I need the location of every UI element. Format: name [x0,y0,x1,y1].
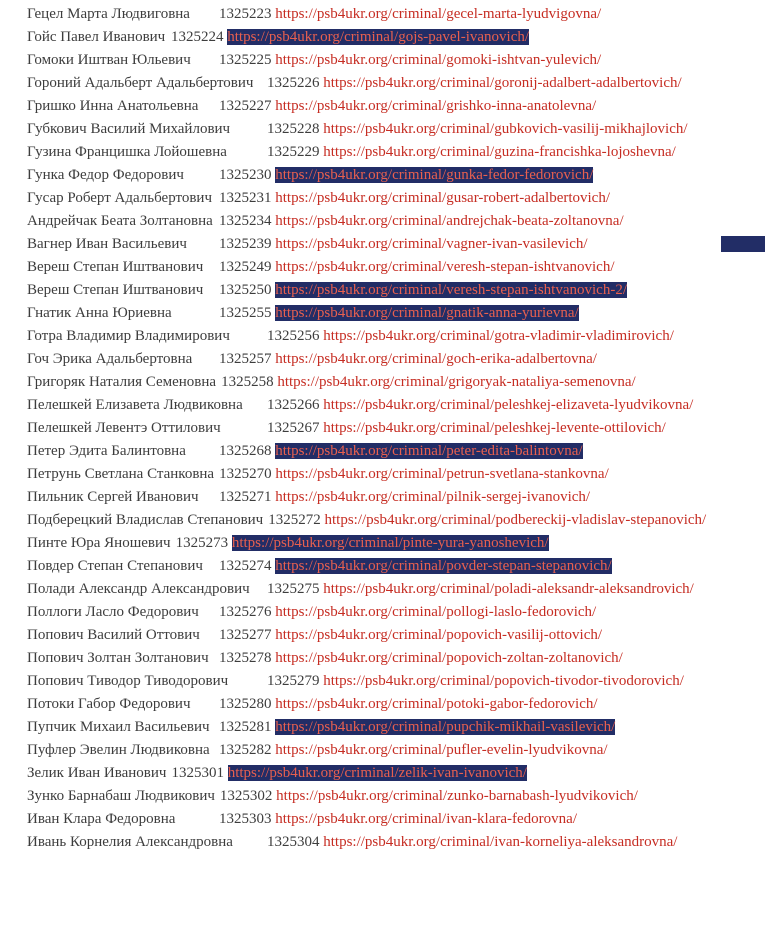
record-row [27,647,740,670]
tab-gap [199,500,219,501]
person-name: Андрейчак Беата Золтановна [27,213,213,229]
record-row [27,3,740,26]
record-url-link[interactable]: https://psb4ukr.org/criminal/poladi-aleksandr-aleksandrovich/ [323,581,694,597]
person-name: Готра Владимир Владимирович [27,328,230,344]
record-url-link[interactable]: https://psb4ukr.org/criminal/pufler-evelin-lyudvikovna/ [275,742,608,758]
person-name: Зелик Иван Иванович [27,765,167,781]
record-row [27,808,740,831]
record-url-link[interactable]: https://psb4ukr.org/criminal/petrun-svetlana-stankovna/ [275,466,609,482]
record-row [27,486,740,509]
record-url-link[interactable]: https://psb4ukr.org/criminal/andrejchak-beata-zoltanovna/ [275,213,624,229]
record-id: 1325249 [219,259,272,275]
record-id: 1325227 [219,98,272,114]
record-url-link[interactable]: https://psb4ukr.org/criminal/goronij-adalbert-adalbertovich/ [323,75,682,91]
record-id: 1325258 [221,374,274,390]
record-id: 1325268 [219,443,272,459]
person-name: Пелешкей Левентэ Оттилович [27,420,221,436]
record-url-link[interactable]: https://psb4ukr.org/criminal/peter-edita-balintovna/ [275,443,583,459]
record-id: 1325274 [219,558,272,574]
record-row [27,256,740,279]
person-name: Вагнер Иван Васильевич [27,236,187,252]
person-name: Пильник Сергей Иванович [27,489,199,505]
record-url-link[interactable]: https://psb4ukr.org/criminal/grigoryak-nataliya-semenovna/ [277,374,636,390]
record-url-link[interactable]: https://psb4ukr.org/criminal/povder-stepan-stepanovich/ [275,558,612,574]
tab-gap [243,408,267,409]
person-name: Петрунь Светлана Станковна [27,466,215,482]
record-url-link[interactable]: https://psb4ukr.org/criminal/peleshkej-elizaveta-lyudvikovna/ [323,397,694,413]
person-name: Гузина Францишка Лойошевна [27,144,227,160]
record-url-link[interactable]: https://psb4ukr.org/criminal/zunko-barnabash-lyudvikovich/ [276,788,638,804]
record-row [27,739,740,762]
tab-gap [175,822,219,823]
person-name: Гусар Роберт Адальбертович [27,190,213,206]
record-url-link[interactable]: https://psb4ukr.org/criminal/ivan-korneliya-aleksandrovna/ [323,834,678,850]
record-id: 1325266 [267,397,320,413]
tab-gap [172,316,219,317]
tab-gap [250,592,267,593]
record-row [27,95,740,118]
record-row [27,49,740,72]
tab-gap [186,454,219,455]
person-name: Зунко Барнабаш Людвикович [27,788,215,804]
record-id: 1325271 [219,489,272,505]
person-name: Полади Александр Александрович [27,581,250,597]
record-row [27,72,740,95]
record-row [27,624,740,647]
record-url-link[interactable]: https://psb4ukr.org/criminal/grishko-inna-anatolevna/ [275,98,597,114]
record-id: 1325270 [219,466,272,482]
record-row [27,716,740,739]
tab-gap [233,845,267,846]
tab-gap [212,201,219,202]
record-row [27,279,740,302]
record-url-link[interactable]: https://psb4ukr.org/criminal/pilnik-sergej-ivanovich/ [275,489,591,505]
record-row [27,578,740,601]
tab-gap [191,63,219,64]
record-row [27,210,740,233]
tab-gap [187,247,219,248]
record-url-link[interactable]: https://psb4ukr.org/criminal/pinte-yura-yanoshevich/ [231,535,549,551]
person-name: Гнатик Анна Юриевна [27,305,172,321]
record-row [27,440,740,463]
person-name: Гойс Павел Иванович [27,29,166,45]
record-url-link[interactable]: https://psb4ukr.org/criminal/pollogi-laslo-fedorovich/ [275,604,597,620]
record-id: 1325228 [267,121,320,137]
record-url-link[interactable]: https://psb4ukr.org/criminal/gotra-vladimir-vladimirovich/ [323,328,674,344]
person-name: Подберецкий Владислав Степанович [27,512,264,528]
record-id: 1325239 [219,236,272,252]
record-id: 1325226 [267,75,320,91]
record-row [27,118,740,141]
record-id: 1325272 [268,512,321,528]
record-url-link[interactable]: https://psb4ukr.org/criminal/gomoki-ishtvan-yulevich/ [275,52,602,68]
record-url-link[interactable]: https://psb4ukr.org/criminal/gecel-marta-lyudvigovna/ [275,6,602,22]
tab-gap [209,661,219,662]
record-id: 1325276 [219,604,272,620]
tab-gap [210,753,219,754]
record-url-link[interactable]: https://psb4ukr.org/criminal/popovich-zoltan-zoltanovich/ [275,650,623,666]
person-name: Вереш Степан Иштванович [27,259,204,275]
person-name: Поллоги Ласло Федорович [27,604,199,620]
record-row [27,555,740,578]
person-name: Гришко Инна Анатольевна [27,98,199,114]
person-name: Иван Клара Федоровна [27,811,176,827]
person-name: Гецел Марта Людвиговна [27,6,190,22]
person-name: Гороний Адальберт Адальбертович [27,75,254,91]
record-url-link[interactable]: https://psb4ukr.org/criminal/zelik-ivan-ivanovich/ [227,765,527,781]
person-name: Губкович Василий Михайлович [27,121,231,137]
record-row [27,463,740,486]
record-row [27,601,740,624]
record-id: 1325275 [267,581,320,597]
record-url-link[interactable]: https://psb4ukr.org/criminal/gunka-fedor-fedorovich/ [275,167,594,183]
record-url-link[interactable]: https://psb4ukr.org/criminal/ivan-klara-fedorovna/ [275,811,577,827]
record-id: 1325282 [219,742,272,758]
record-row [27,785,740,808]
record-id: 1325250 [219,282,272,298]
person-name: Гомоки Иштван Юльевич [27,52,191,68]
record-url-link[interactable]: https://psb4ukr.org/criminal/gojs-pavel-ivanovich/ [227,29,530,45]
person-name: Пупчик Михаил Васильевич [27,719,210,735]
selection-highlight-box [721,236,765,252]
tab-gap [227,155,267,156]
record-url-link[interactable]: https://psb4ukr.org/criminal/guzina-francishka-lojoshevna/ [323,144,676,160]
record-url-link[interactable]: https://psb4ukr.org/criminal/potoki-gabor-fedorovich/ [275,696,598,712]
record-url-link[interactable]: https://psb4ukr.org/criminal/gusar-robert-adalbertovich/ [275,190,611,206]
tab-gap [192,362,219,363]
record-row [27,302,740,325]
record-row [27,670,740,693]
record-row [27,26,740,49]
tab-gap [203,293,219,294]
person-name: Потоки Габор Федорович [27,696,191,712]
record-row [27,762,740,785]
record-id: 1325224 [171,29,224,45]
tab-gap [190,17,219,18]
tab-gap [221,431,267,432]
record-row [27,348,740,371]
record-id: 1325277 [219,627,272,643]
record-row [27,532,740,555]
record-url-link[interactable]: https://psb4ukr.org/criminal/veresh-stepan-ishtvanovich-2/ [275,282,627,298]
tab-gap [198,109,219,110]
record-row [27,141,740,164]
person-name: Гунка Федор Федорович [27,167,184,183]
record-id: 1325280 [219,696,272,712]
person-name: Попович Тиводор Тиводорович [27,673,229,689]
record-row [27,233,740,256]
person-name: Ивань Корнелия Александровна [27,834,233,850]
person-name: Повдер Степан Степанович [27,558,203,574]
record-url-link[interactable]: https://psb4ukr.org/criminal/goch-erika-adalbertovna/ [275,351,597,367]
record-row [27,394,740,417]
record-row [27,693,740,716]
person-name: Попович Василий Оттович [27,627,200,643]
record-url-link[interactable]: https://psb4ukr.org/criminal/vagner-ivan-vasilevich/ [275,236,588,252]
tab-gap [230,132,267,133]
person-name: Пелешкей Елизавета Людвиковна [27,397,243,413]
record-id: 1325225 [219,52,272,68]
record-id: 1325279 [267,673,320,689]
tab-gap [203,270,219,271]
record-id: 1325303 [219,811,272,827]
record-id: 1325255 [219,305,272,321]
record-id: 1325256 [267,328,320,344]
person-name: Пинте Юра Яношевич [27,535,171,551]
record-id: 1325230 [219,167,272,183]
record-id: 1325257 [219,351,272,367]
person-name: Гоч Эрика Адальбертовна [27,351,193,367]
record-row [27,325,740,348]
record-url-link[interactable]: https://psb4ukr.org/criminal/popovich-vasilij-ottovich/ [275,627,603,643]
record-id: 1325229 [267,144,320,160]
tab-gap [200,638,219,639]
record-url-link[interactable]: https://psb4ukr.org/criminal/pupchik-mikhail-vasilevich/ [275,719,616,735]
record-url-link[interactable]: https://psb4ukr.org/criminal/popovich-tivodor-tivodorovich/ [323,673,684,689]
record-id: 1325223 [219,6,272,22]
record-row [27,187,740,210]
record-url-link[interactable]: https://psb4ukr.org/criminal/veresh-stepan-ishtvanovich/ [275,259,615,275]
record-id: 1325301 [171,765,224,781]
record-row [27,509,740,532]
record-id: 1325281 [219,719,272,735]
person-name: Попович Золтан Золтанович [27,650,209,666]
tab-gap [191,707,220,708]
tab-gap [203,569,219,570]
record-url-link[interactable]: https://psb4ukr.org/criminal/peleshkej-levente-ottilovich/ [323,420,666,436]
record-id: 1325273 [175,535,229,551]
record-row [27,371,740,394]
tab-gap [210,730,219,731]
person-name: Петер Эдита Балинтовна [27,443,186,459]
record-row [27,417,740,440]
record-id: 1325267 [267,420,320,436]
tab-gap [199,615,219,616]
person-name: Григоряк Наталия Семеновна [27,374,217,390]
record-id: 1325231 [219,190,272,206]
tab-gap [253,86,267,87]
tab-gap [184,178,219,179]
record-url-link[interactable]: https://psb4ukr.org/criminal/gnatik-anna-yurievna/ [275,305,579,321]
person-name: Пуфлер Эвелин Людвиковна [27,742,210,758]
record-id: 1325234 [219,213,272,229]
record-id: 1325304 [267,834,320,850]
tab-gap [228,684,267,685]
record-id: 1325302 [219,788,273,804]
tab-gap [230,339,267,340]
record-url-link[interactable]: https://psb4ukr.org/criminal/gubkovich-vasilij-mikhajlovich/ [323,121,688,137]
record-url-link[interactable]: https://psb4ukr.org/criminal/podbereckij-vladislav-stepanovich/ [324,512,707,528]
record-row [27,164,740,187]
record-row [27,831,740,854]
person-name: Вереш Степан Иштванович [27,282,204,298]
record-id: 1325278 [219,650,272,666]
